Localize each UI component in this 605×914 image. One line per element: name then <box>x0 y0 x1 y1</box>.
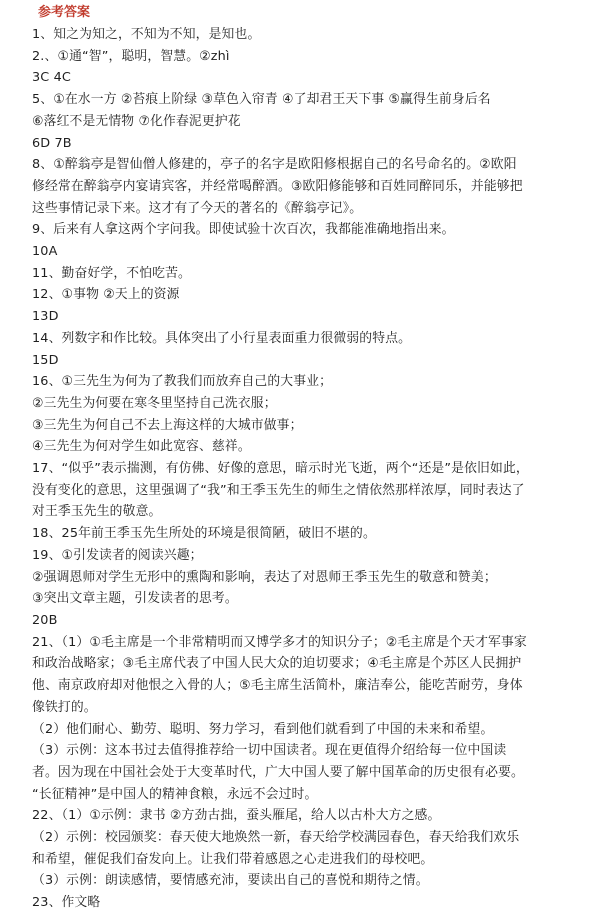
answer-line: 9、后来有人拿这两个字问我。即使试验十次百次，我都能准确地指出来。 <box>32 222 455 238</box>
answer-line: 6D 7B <box>32 135 72 151</box>
answer-lines <box>32 24 591 914</box>
answer-line: ③突出文章主题，引发读者的思考。 <box>32 591 238 607</box>
answer-line: “长征精神”是中国人的精神食粮，永远不会过时。 <box>32 786 318 802</box>
answer-line: ⑥落红不是无情物 ⑦化作春泥更护花 <box>32 113 241 129</box>
answer-line: 和希望，催促我们奋发向上。让我们带着感恩之心走进我们的母校吧。 <box>32 851 434 867</box>
answer-line: ②三先生为何要在寒冬里坚持自己洗衣服； <box>32 395 277 411</box>
answer-line: 15D <box>32 352 59 368</box>
answer-line: ②强调恩师对学生无形中的熏陶和影响，表达了对恩师王季玉先生的敬意和赞美； <box>32 569 497 585</box>
answer-line: 和政治战略家；③毛主席代表了中国人民大众的迫切要求；④毛主席是个苏区人民拥护 <box>32 656 522 672</box>
answer-line: 22、（1）①示例：隶书 ②方劲古拙，蚕头雁尾，给人以古朴大方之感。 <box>32 808 441 824</box>
answer-line: 对王季玉先生的敬意。 <box>32 504 162 520</box>
answer-line: 2.、①通“智”，聪明，智慧。②zhì <box>32 48 230 64</box>
answer-line: 17、“似乎”表示揣测，有仿佛、好像的意思，暗示时光飞逝，两个“还是”是依旧如此， <box>32 461 529 477</box>
answer-line: 8、①醉翁亭是智仙僧人修建的，亭子的名字是欧阳修根据自己的名号命名的。②欧阳 <box>32 157 517 173</box>
answer-line: 14、列数字和作比较。具体突出了小行星表面重力很微弱的特点。 <box>32 330 412 346</box>
answer-line: （2）示例：校园颁奖：春天使大地焕然一新，春天给学校满园春色，春天给我们欢乐 <box>32 830 520 846</box>
answer-line: 16、①三先生为何为了教我们而放弃自己的大事业； <box>32 374 333 390</box>
answer-line: ③三先生为何自己不去上海这样的大城市做事； <box>32 417 303 433</box>
answer-line: 19、①引发读者的阅读兴趣； <box>32 547 203 563</box>
answer-line: 3C 4C <box>32 70 71 86</box>
answer-line: 没有变化的意思，这里强调了“我”和王季玉先生的师生之情依然那样浓厚，同时表达了 <box>32 482 525 498</box>
answer-line: 20B <box>32 612 58 628</box>
answer-line: ④三先生为何对学生如此宽容、慈祥。 <box>32 439 251 455</box>
answer-line: 12、①事物 ②天上的资源 <box>32 287 180 303</box>
answer-line: （3）示例：朗读感情，要情感充沛，要读出自己的喜悦和期待之情。 <box>32 873 429 889</box>
answer-line: 这些事情记录下来。这才有了今天的著名的《醉翁亭记》。 <box>32 200 363 216</box>
answer-line: 21、（1）①毛主席是一个非常精明而又博学多才的知识分子；②毛主席是个天才军事家 <box>32 634 527 650</box>
answer-line: 像铁打的。 <box>32 699 97 715</box>
answer-line: 11、勤奋好学，不怕吃苦。 <box>32 265 191 281</box>
answer-line: 10A <box>32 244 58 260</box>
answer-line: 23、作文略 <box>32 895 101 911</box>
answer-line: 修经常在醉翁亭内宴请宾客，并经常喝醉酒。③欧阳修能够和百姓同醉同乐，并能够把 <box>32 178 523 194</box>
answer-line: 者。因为现在中国社会处于大变革时代，广大中国人要了解中国革命的历史很有必要。 <box>32 764 524 780</box>
answer-line: 1、知之为知之，不知为不知，是知也。 <box>32 27 261 42</box>
answer-line: 5、①在水一方 ②苔痕上阶绿 ③草色入帘青 ④了却君王天下事 ⑤赢得生前身后名 <box>32 92 491 108</box>
answer-line: 18、25年前王季玉先生所处的环境是很简陋，破旧不堪的。 <box>32 526 376 542</box>
answers-heading: 参考答案 <box>38 5 91 20</box>
answer-line: （2）他们耐心、勤劳、聪明、努力学习，看到他们就看到了中国的未来和希望。 <box>32 721 494 737</box>
answer-line: （3）示例：这本书过去值得推荐给一切中国读者。现在更值得介绍给每一位中国读 <box>32 743 507 759</box>
answer-line: 他、南京政府却对他恨之入骨的人；⑤毛主席生活简朴，廉洁奉公，能吃苦耐劳，身体 <box>32 678 523 694</box>
answer-line: 13D <box>32 309 59 325</box>
